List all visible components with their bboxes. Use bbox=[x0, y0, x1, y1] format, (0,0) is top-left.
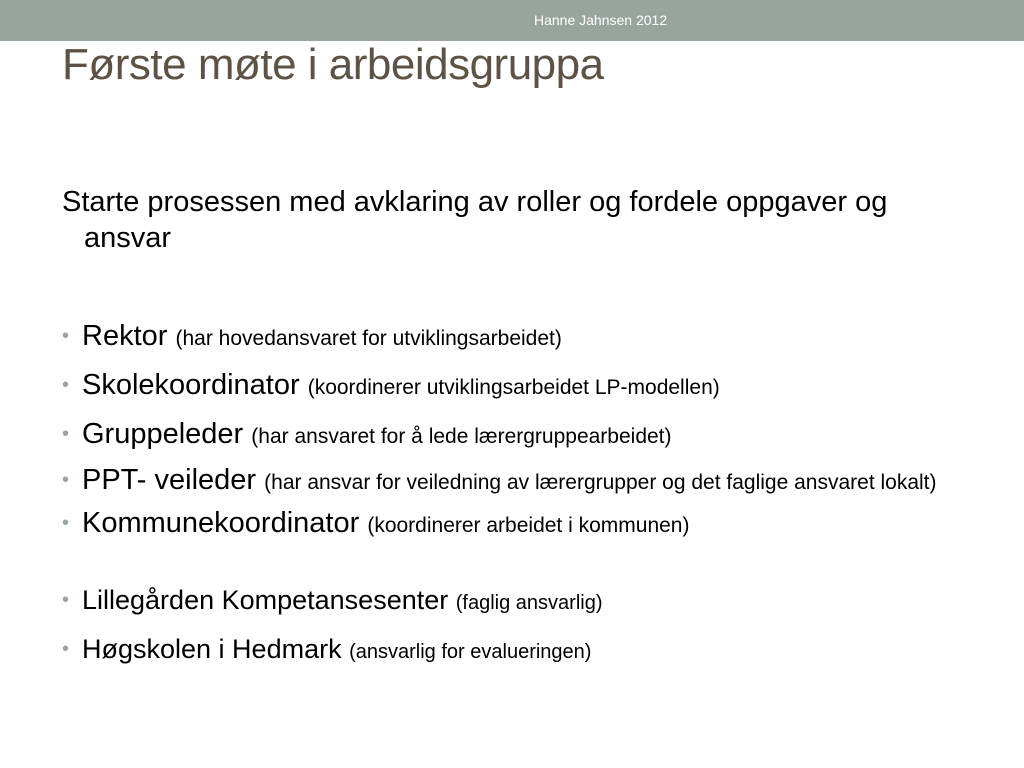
partner-name: Lillegården Kompetansesenter bbox=[82, 585, 449, 615]
partner-name: Høgskolen i Hedmark bbox=[82, 634, 342, 664]
role-note: (koordinerer arbeidet i kommunen) bbox=[367, 514, 690, 537]
bullet-icon: • bbox=[62, 469, 70, 491]
bullet-icon: • bbox=[62, 589, 70, 611]
bullet-icon: • bbox=[62, 512, 70, 534]
partners-list bbox=[62, 580, 982, 672]
bullet-icon: • bbox=[62, 423, 70, 445]
role-name: Skolekoordinator bbox=[82, 369, 300, 401]
slide-body bbox=[62, 184, 982, 678]
role-name: PPT- veileder bbox=[82, 464, 257, 496]
spacer bbox=[62, 552, 982, 580]
role-note: (har hovedansvaret for utviklingsarbeidet) bbox=[175, 327, 562, 350]
list-item bbox=[62, 629, 982, 672]
role-note: (har ansvaret for å lede lærergruppearbeidet) bbox=[251, 425, 672, 448]
bullet-icon: • bbox=[62, 325, 70, 347]
list-item bbox=[62, 414, 982, 457]
intro-paragraph: Starte prosessen med avklaring av roller og fordele oppgaver og ansvar bbox=[62, 186, 888, 254]
list-item bbox=[62, 316, 982, 359]
role-note: (koordinerer utviklingsarbeidet LP-modellen) bbox=[307, 376, 720, 399]
slide-title: Første møte i arbeidsgruppa bbox=[62, 40, 604, 89]
list-item bbox=[62, 580, 982, 623]
list-item bbox=[62, 503, 982, 546]
bullet-icon: • bbox=[62, 374, 70, 396]
roles-list bbox=[62, 316, 982, 546]
partner-note: (ansvarlig for evalueringen) bbox=[349, 641, 592, 663]
header-bar bbox=[0, 0, 1024, 41]
role-name: Rektor bbox=[82, 320, 168, 352]
author-footer: Hanne Jahnsen 2012 bbox=[534, 12, 668, 28]
role-name: Gruppeleder bbox=[82, 418, 244, 450]
list-item bbox=[62, 463, 982, 497]
list-item bbox=[62, 365, 982, 408]
partner-note: (faglig ansvarlig) bbox=[455, 592, 603, 614]
role-note: (har ansvar for veiledning av lærergrupper og det faglige ansvaret lokalt) bbox=[264, 471, 937, 494]
role-name: Kommunekoordinator bbox=[82, 507, 360, 539]
bullet-icon: • bbox=[62, 638, 70, 660]
